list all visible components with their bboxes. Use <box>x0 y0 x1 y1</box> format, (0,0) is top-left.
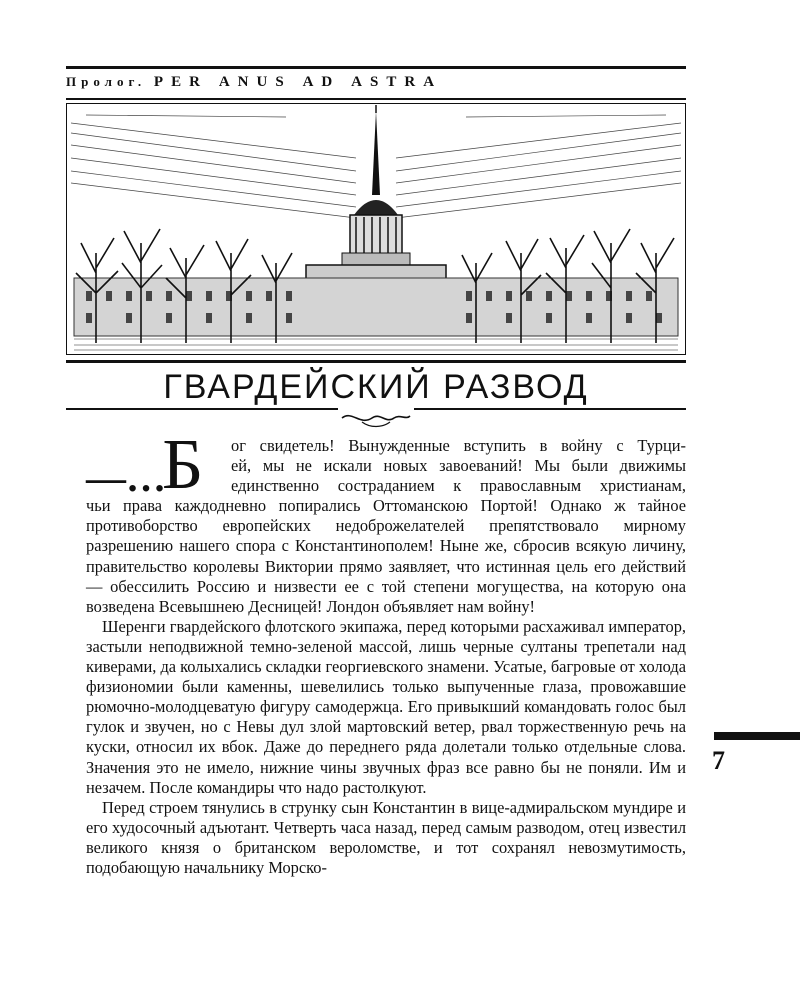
first-paragraph-opening <box>231 436 686 496</box>
paragraph-2: Шеренги гвардейского флотского экипажа, перед которыми расхаживал император, застыли неподвижной темно-зеленой массой, лишь черные султаны трепетали над киверами, да колыхались складки георгиевского знамени. Усатые, багровые от холода физиономии были каменны, шевелились только выпученные глаза, провожавшие рюмочно-молодцеватую фигуру самодержца. Его привыкший командовать голос был гулок и звучен, но с Невы дул злой мартовский ветер, рвал торжественную речь на куски, относил их вбок. Даже до переднего ряда долетали только отдельные слова. Значения это не имело, нижние чины звучных фраз все равно бы не поняли. Им и незачем. После командиры что надо растолкуют. <box>86 616 686 797</box>
admiralty-building-engraving-icon <box>66 103 686 355</box>
side-bar-marker <box>714 732 800 740</box>
running-head <box>66 74 686 96</box>
paragraph-1-rest: чьи права каждодневно попирались Оттоманскою Портой! Однако ж тайное противоборство европейских недоброжелателей препятствовало мирному разрешению нашего спора с Константинополем! Ныне же, сбросив всякую личину, правительство королевы Виктории прямо заявляет, что истинная цель его действий — обессилить Россию и низвести ее с той степени могущества, на которую она возведена Всевышнею Десницей! Лондон объявляет нам войну! <box>86 496 686 616</box>
body-text <box>86 436 686 878</box>
header-bottom-rule <box>66 98 686 100</box>
drop-cap-dash: —… <box>86 455 166 500</box>
paragraph-3: Перед строем тянулись в струнку сын Константин в вице-адмиральском мундире и его худосочный адъютант. Четверть часа назад, перед самым разводом, отец известил великого князя о британском вероломстве, и тот сохранял невозмутимость, подобающую начальнику Морско- <box>86 797 686 877</box>
chapter-top-rule <box>66 360 686 363</box>
first-line-2: ей, мы не искали новых завоеваний! Мы были движимы <box>231 456 686 476</box>
flourish-ornament-icon <box>338 408 414 430</box>
header-top-rule <box>66 66 686 69</box>
first-line-3: единственно состраданием к православным христианам, <box>231 476 686 496</box>
page-number: 7 <box>712 746 725 775</box>
drop-cap-letter: Б <box>162 424 204 504</box>
running-head-prolog: Пролог. <box>66 74 147 89</box>
running-head-latin: PER ANUS AD ASTRA <box>153 74 443 90</box>
chapter-title: ГВАРДЕЙСКИЙ РАЗВОД <box>163 368 589 406</box>
first-line-1: ог свидетель! Вынужденные вступить в войну с Турци- <box>231 436 686 455</box>
